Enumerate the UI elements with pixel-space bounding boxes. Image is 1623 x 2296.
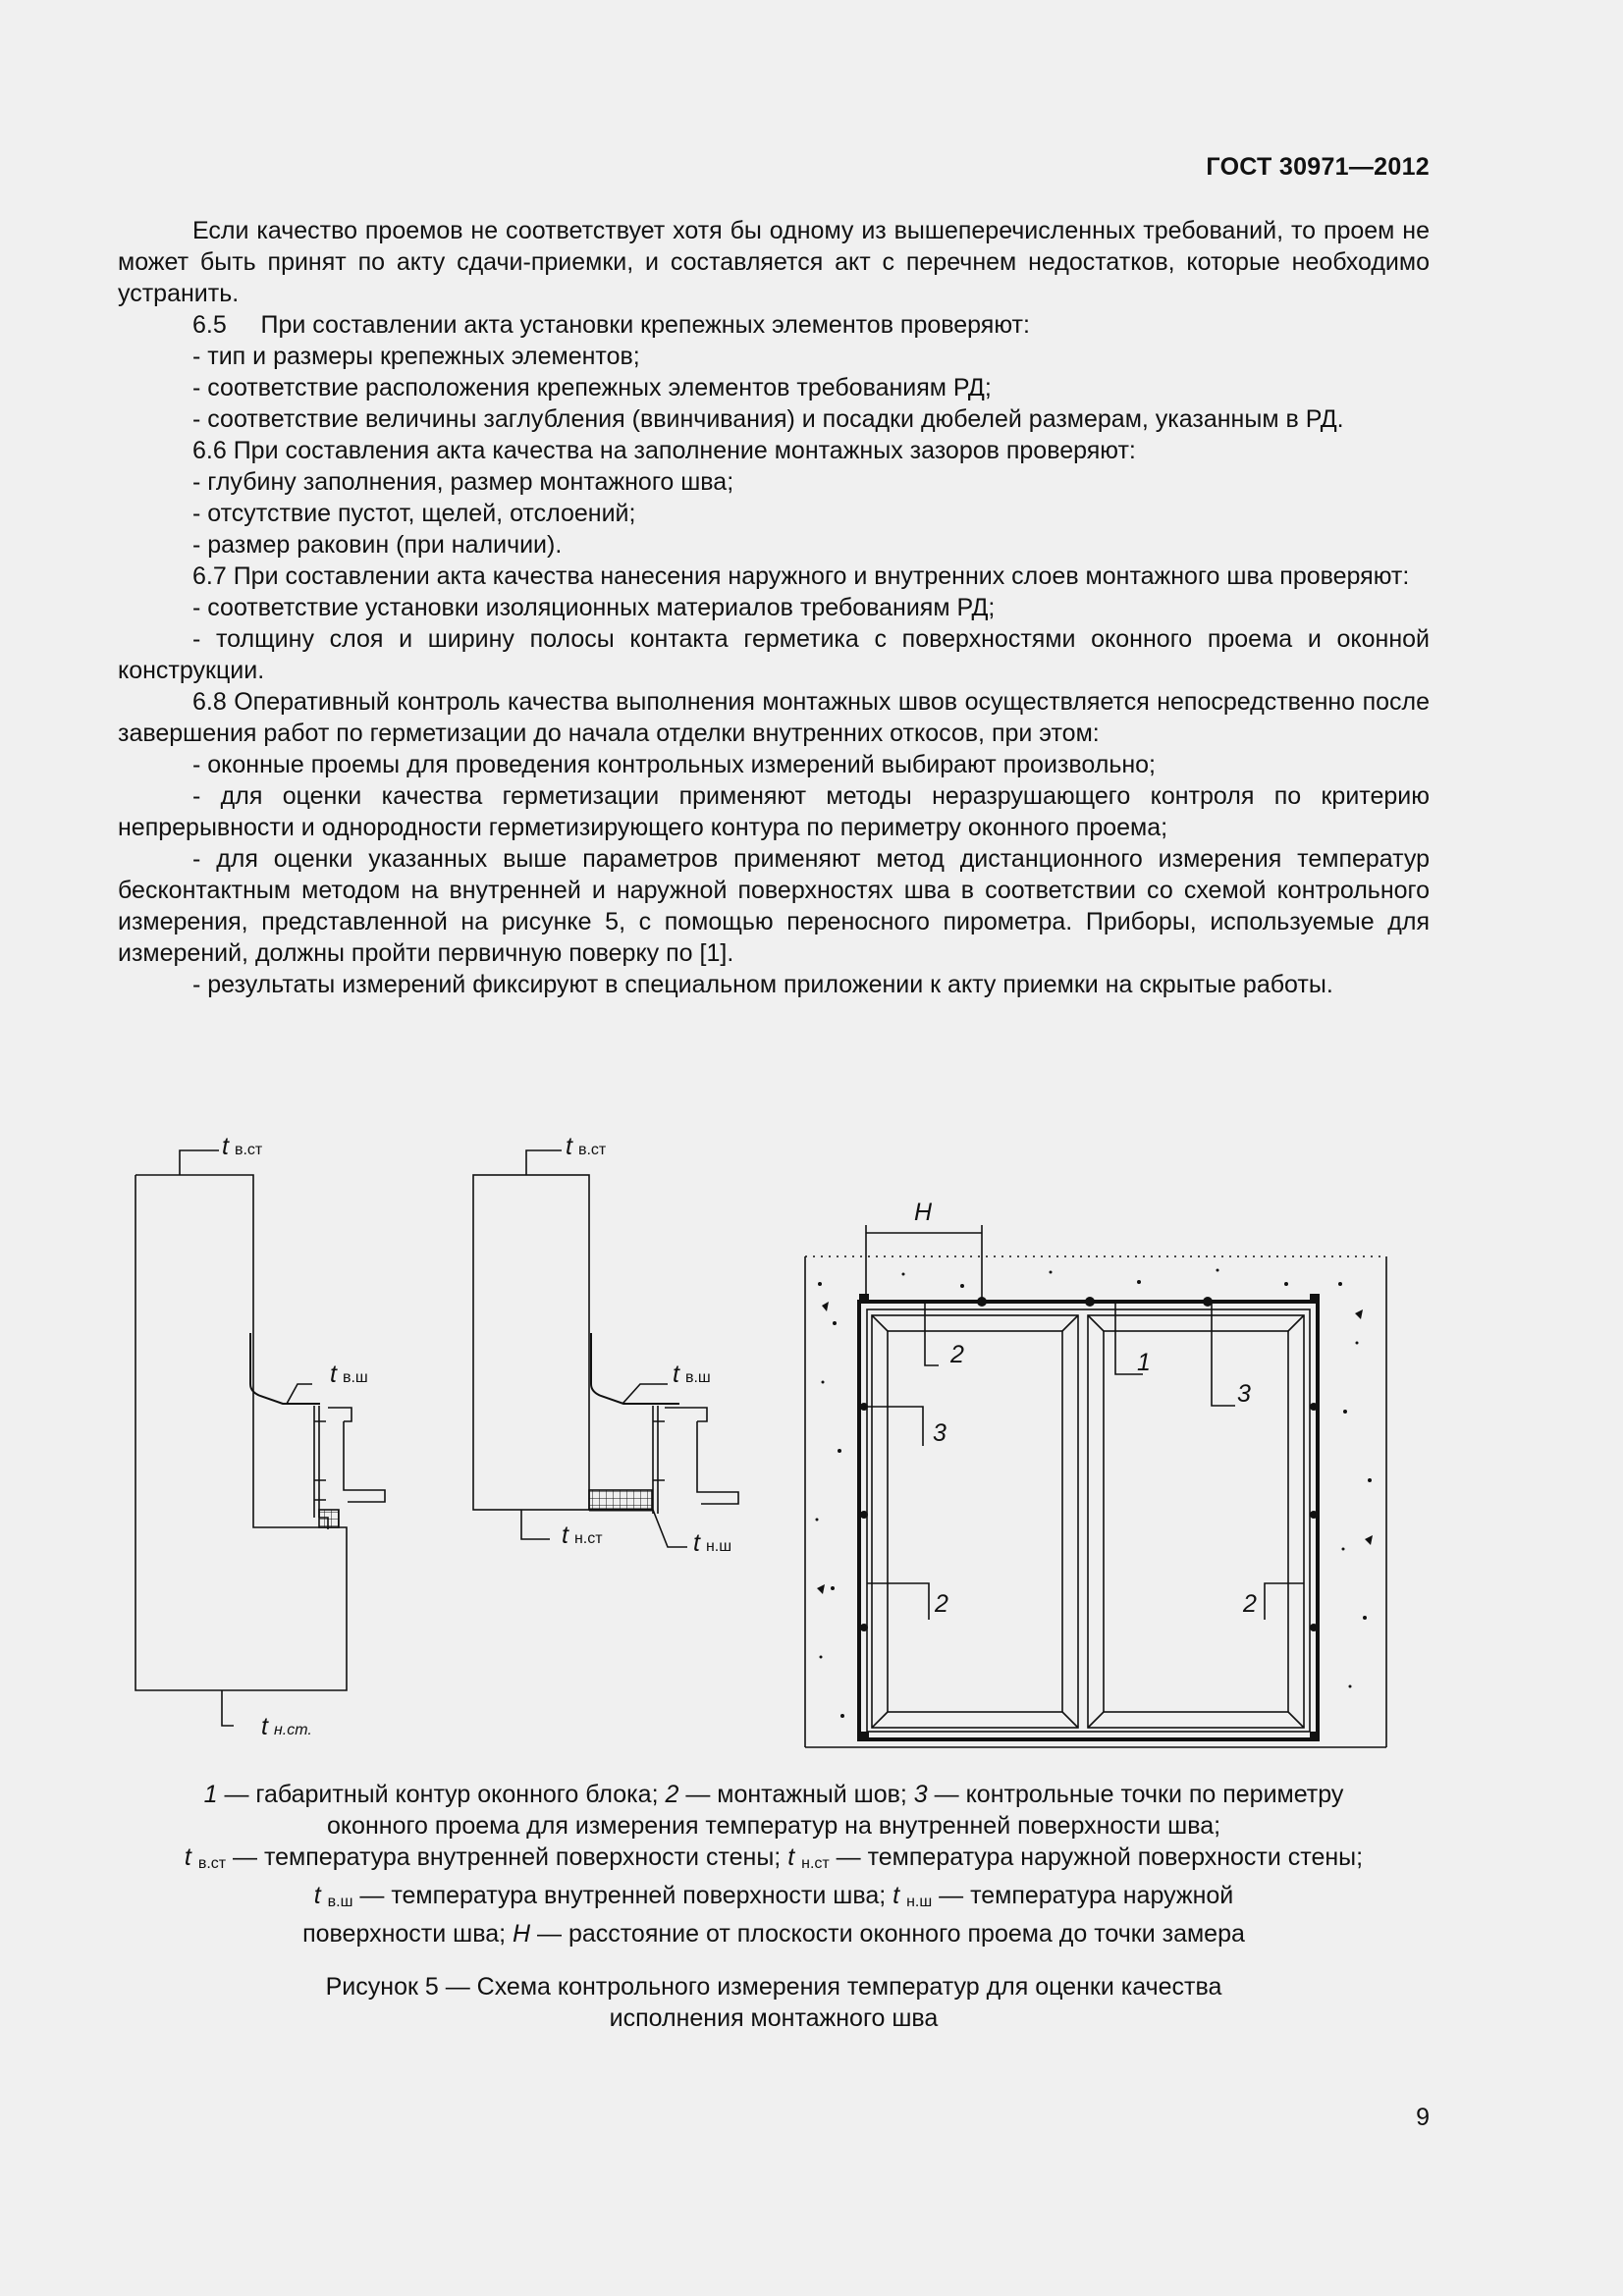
list-item: - отсутствие пустот, щелей, отслоений; (192, 500, 636, 527)
label-2-top: 2 (950, 1341, 964, 1368)
legend-symbol: t (184, 1843, 191, 1871)
list-item: - размер раковин (при наличии). (192, 531, 563, 559)
label-2-right: 2 (1243, 1590, 1257, 1618)
legend-line (98, 1779, 1449, 1810)
label-1: 1 (1137, 1349, 1151, 1376)
legend-text: — габаритный контур оконного блока; (217, 1781, 666, 1808)
list-item: - для оценки указанных выше параметров применяют метод дистанционного измерения температур бесконтактным методом на внутренней и наружной поверхностях шва в соответствии со схемой контрольного измерения, представленной на рисунке 5, с помощью переносного пирометра. Приборы, используемые для измерений, должны пройти первичную поверку по [1]. (118, 845, 1430, 967)
list-item: - для оценки качества герметизации применяют методы неразрушающего контроля по критерию непрерывности и однородности герметизирующего контура по периметру оконного проема; (118, 782, 1430, 841)
caption-line: исполнения монтажного шва (609, 2004, 939, 2032)
label-t-vst-a: tв.ст (222, 1133, 263, 1160)
legend-subscript: н.ст (801, 1855, 830, 1872)
clause-6-5: 6.5 При составлении акта установки крепежных элементов проверяют: (192, 311, 1030, 339)
clause-6-7: 6.7 При составлении акта качества нанесения наружного и внутренних слоев монтажного шва проверяют: (192, 562, 1410, 590)
legend-subscript: в.ст (197, 1855, 227, 1872)
clause-6-8: 6.8 Оперативный контроль качества выполнения монтажных швов осуществляется непосредственно после завершения работ по герметизации до начала отделки внутренних откосов, при этом: (118, 688, 1430, 747)
page-number: 9 (1416, 2104, 1430, 2131)
label-H: H (914, 1199, 933, 1226)
label-3-right: 3 (1237, 1380, 1251, 1408)
legend-symbol: t (313, 1882, 321, 1909)
figure-5 (118, 1127, 1430, 1767)
figure-caption (98, 1971, 1449, 2034)
legend-text: — контрольные точки по периметру (927, 1781, 1344, 1808)
list-item: - тип и размеры крепежных элементов; (192, 343, 640, 370)
label-t-vsh-a: tв.ш (330, 1361, 368, 1388)
label-t-nst-b: tн.ст (562, 1522, 603, 1549)
list-item: - оконные проемы для проведения контрольных измерений выбирают произвольно; (192, 751, 1156, 778)
legend-text: — расстояние от плоскости оконного проема до точки замера (530, 1920, 1245, 1948)
list-item: - соответствие величины заглубления (ввинчивания) и посадки дюбелей размерам, указанным в РД. (192, 405, 1344, 433)
legend-line (98, 1880, 1449, 1918)
legend-text: — температура наружной поверхности стены; (829, 1843, 1364, 1871)
legend-key: 3 (913, 1781, 928, 1808)
legend-key: 1 (203, 1781, 218, 1808)
legend-symbol: t (787, 1843, 795, 1871)
label-2-left: 2 (935, 1590, 948, 1618)
legend-text: — температура наружной (932, 1882, 1234, 1909)
paragraph: Если качество проемов не соответствует хотя бы одному из вышеперечисленных требований, то проем не может быть принят по акту сдачи-приемки, и составляется акт с перечнем недостатков, которые необходимо устранить. (118, 217, 1430, 307)
legend-text: — монтажный шов; (678, 1781, 914, 1808)
label-t-vsh-b: tв.ш (673, 1361, 711, 1388)
figure-legend (98, 1779, 1449, 1949)
legend-subscript: н.ш (906, 1894, 933, 1910)
caption-line: Рисунок 5 — Схема контрольного измерения температур для оценки качества (325, 1973, 1222, 2001)
list-item: - результаты измерений фиксируют в специальном приложении к акту приемки на скрытые работы. (192, 971, 1333, 998)
list-item: - толщину слоя и ширину полосы контакта герметика с поверхностями оконного проема и оконной конструкции. (118, 625, 1430, 684)
legend-subscript: в.ш (327, 1894, 353, 1910)
body-text (118, 215, 1430, 1000)
legend-text: — температура внутренней поверхности шва; (352, 1882, 893, 1909)
clause-6-6: 6.6 При составления акта качества на заполнение монтажных зазоров проверяют: (192, 437, 1136, 464)
label-t-nsh-b: tн.ш (693, 1529, 732, 1557)
list-item: - соответствие расположения крепежных элементов требованиям РД; (192, 374, 992, 401)
window-elevation (805, 1225, 1386, 1747)
wall-section-b (473, 1150, 738, 1547)
legend-line: оконного проема для измерения температур на внутренней поверхности шва; (326, 1812, 1221, 1840)
legend-line (98, 1842, 1449, 1880)
list-item: - соответствие установки изоляционных материалов требованиям РД; (192, 594, 996, 621)
legend-symbol: t (893, 1882, 900, 1909)
legend-text: поверхности шва; (302, 1920, 513, 1948)
legend-line (98, 1918, 1449, 1949)
legend-symbol: H (513, 1920, 531, 1948)
label-t-nst-a: tн.ст. (261, 1713, 312, 1740)
legend-key: 2 (665, 1781, 679, 1808)
list-item: - глубину заполнения, размер монтажного шва; (192, 468, 734, 496)
wall-section-a (135, 1150, 385, 1726)
document-header: ГОСТ 30971—2012 (1206, 153, 1430, 181)
label-t-vst-b: tв.ст (566, 1133, 607, 1160)
legend-text: — температура внутренней поверхности стены; (226, 1843, 788, 1871)
label-3-left: 3 (933, 1419, 947, 1447)
